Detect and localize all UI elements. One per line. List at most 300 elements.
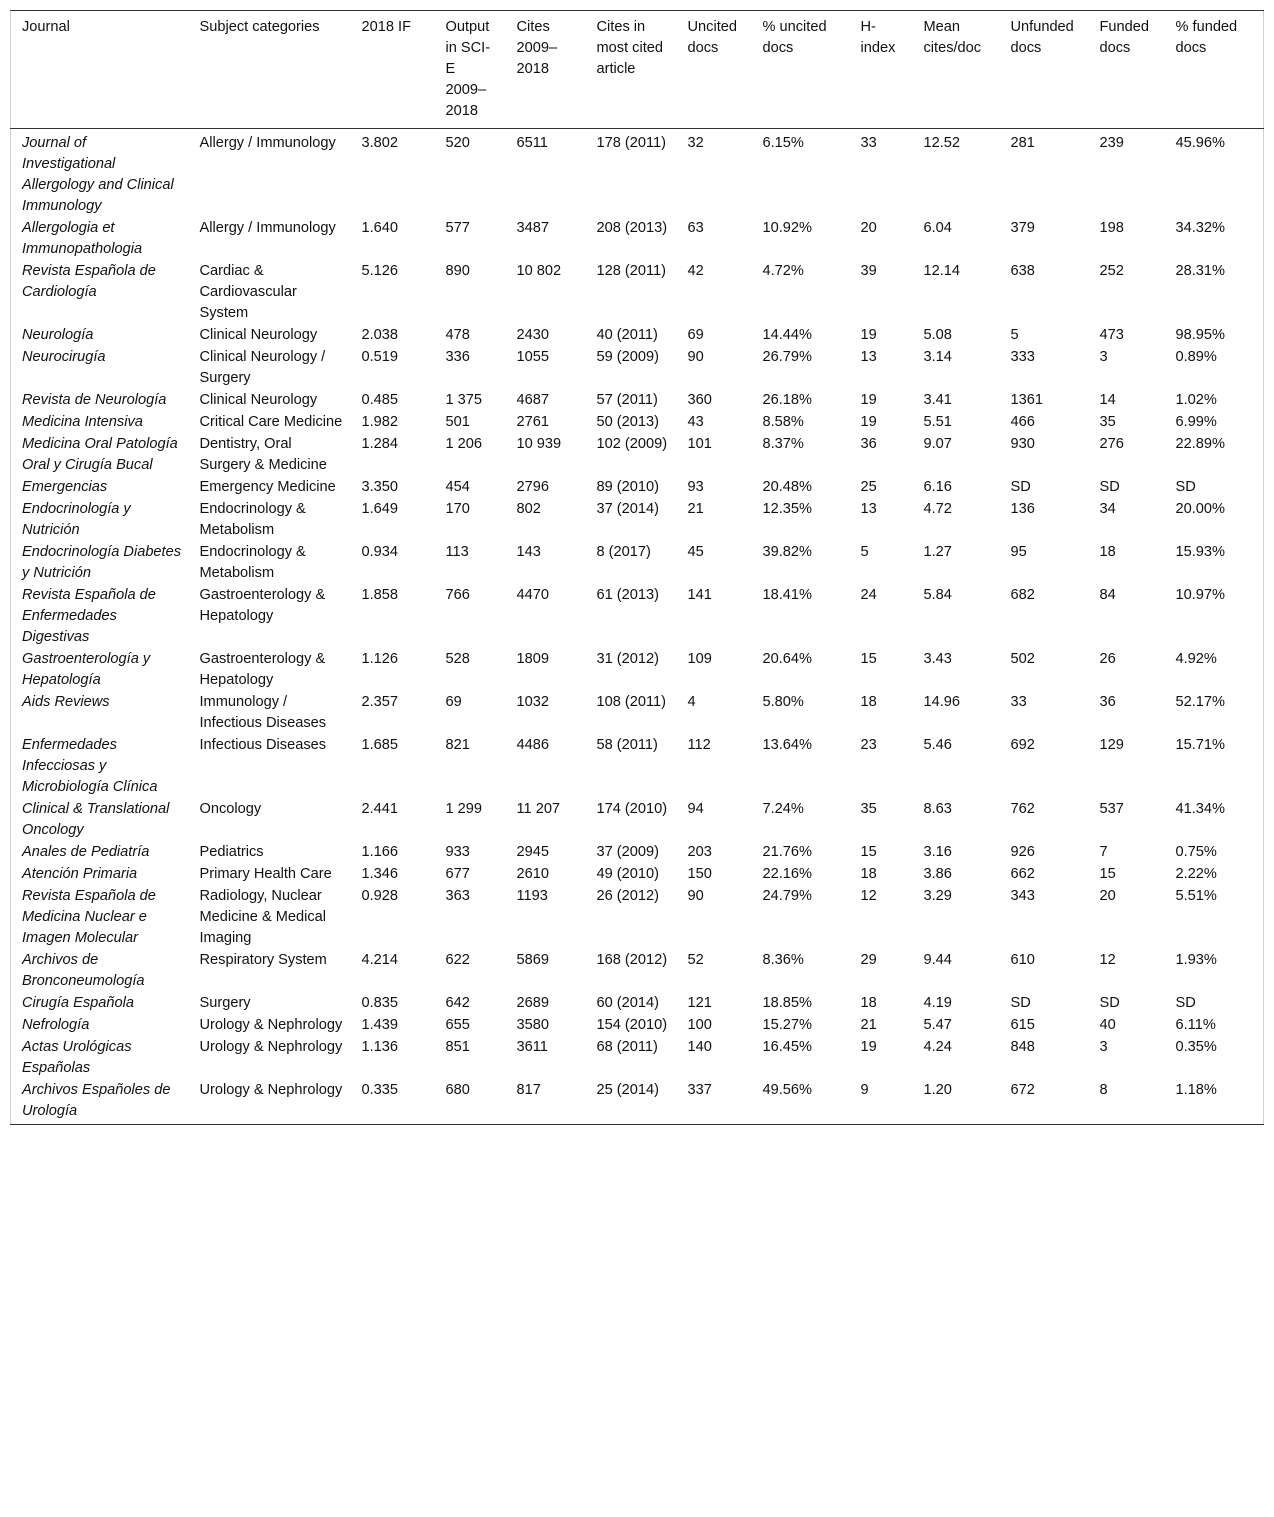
cell-journal: Revista Española de Medicina Nuclear e Imagen Molecular	[22, 888, 156, 946]
cell-pct-uncited: 15.27%	[762, 1017, 812, 1033]
cell-most-cited: 102 (2009)	[596, 436, 668, 452]
cell-uncited-docs: 45	[687, 544, 704, 560]
cell-funded-docs: 252	[1099, 263, 1124, 279]
cell-subject-categories: Pediatrics	[199, 844, 264, 860]
cell-mean-cites: 5.08	[923, 327, 952, 343]
cell-pct-funded: 28.31%	[1175, 263, 1225, 279]
cell-cites: 11 207	[516, 801, 561, 817]
table-row	[11, 389, 1264, 411]
cell-mean-cites: 8.63	[923, 801, 952, 817]
cell-impact-factor: 0.335	[361, 1082, 399, 1098]
cell-subject-categories: Allergy / Immunology	[199, 220, 336, 236]
cell-subject-categories: Primary Health Care	[199, 866, 332, 882]
cell-pct-funded: 2.22%	[1175, 866, 1217, 882]
table-row	[11, 885, 1264, 949]
table-row	[11, 734, 1264, 798]
cell-h-index: 18	[860, 694, 877, 710]
cell-most-cited: 208 (2013)	[596, 220, 668, 236]
cell-unfunded-docs: 926	[1010, 844, 1035, 860]
cell-mean-cites: 4.72	[923, 501, 952, 517]
table-row	[11, 841, 1264, 863]
cell-subject-categories: Cardiac & Cardiovascular System	[199, 263, 297, 321]
cell-uncited-docs: 100	[687, 1017, 712, 1033]
cell-mean-cites: 1.27	[923, 544, 952, 560]
cell-pct-uncited: 49.56%	[762, 1082, 812, 1098]
cell-subject-categories: Allergy / Immunology	[199, 135, 336, 151]
cell-output: 1 375	[445, 392, 483, 408]
cell-cites: 3487	[516, 220, 549, 236]
table-row	[11, 1079, 1264, 1125]
cell-subject-categories: Infectious Diseases	[199, 737, 327, 753]
cell-h-index: 5	[860, 544, 869, 560]
cell-output: 501	[445, 414, 470, 430]
cell-mean-cites: 9.44	[923, 952, 952, 968]
table-header	[11, 11, 1264, 129]
cell-unfunded-docs: 466	[1010, 414, 1035, 430]
table-row	[11, 260, 1264, 324]
column-header-journal: Journal	[22, 19, 70, 35]
cell-unfunded-docs: 1361	[1010, 392, 1043, 408]
cell-most-cited: 25 (2014)	[596, 1082, 659, 1098]
cell-pct-funded: 0.89%	[1175, 349, 1217, 365]
cell-most-cited: 178 (2011)	[596, 135, 667, 151]
cell-output: 890	[445, 263, 470, 279]
cell-h-index: 15	[860, 651, 877, 667]
cell-pct-uncited: 6.15%	[762, 135, 804, 151]
cell-subject-categories: Surgery	[199, 995, 251, 1011]
cell-impact-factor: 1.136	[361, 1039, 399, 1055]
cell-journal: Clinical & Translational Oncology	[22, 801, 170, 838]
cell-subject-categories: Endocrinology & Metabolism	[199, 544, 306, 581]
cell-impact-factor: 1.284	[361, 436, 399, 452]
cell-unfunded-docs: 672	[1010, 1082, 1035, 1098]
cell-impact-factor: 0.835	[361, 995, 399, 1011]
cell-cites: 6511	[516, 135, 548, 151]
cell-pct-uncited: 4.72%	[762, 263, 804, 279]
cell-output: 170	[445, 501, 470, 517]
cell-journal: Revista Española de Enfermedades Digestivas	[22, 587, 156, 645]
cell-mean-cites: 4.24	[923, 1039, 952, 1055]
cell-cites: 4687	[516, 392, 549, 408]
cell-pct-funded: 41.34%	[1175, 801, 1225, 817]
cell-pct-funded: 45.96%	[1175, 135, 1225, 151]
column-header-mean-cites: Mean cites/doc	[923, 19, 982, 56]
cell-pct-funded: 20.00%	[1175, 501, 1225, 517]
cell-mean-cites: 3.29	[923, 888, 952, 904]
cell-h-index: 19	[860, 1039, 877, 1055]
cell-funded-docs: 84	[1099, 587, 1116, 603]
cell-output: 677	[445, 866, 470, 882]
cell-journal: Medicina Intensiva	[22, 414, 143, 430]
cell-pct-funded: 15.93%	[1175, 544, 1225, 560]
header-row	[11, 11, 1264, 129]
cell-pct-funded: 22.89%	[1175, 436, 1225, 452]
cell-funded-docs: SD	[1099, 995, 1120, 1011]
cell-journal: Journal of Investigational Allergology and Clinical Immunology	[22, 135, 174, 214]
cell-h-index: 13	[860, 349, 877, 365]
cell-unfunded-docs: 5	[1010, 327, 1019, 343]
cell-unfunded-docs: 502	[1010, 651, 1035, 667]
cell-impact-factor: 1.649	[361, 501, 399, 517]
cell-h-index: 19	[860, 414, 877, 430]
cell-journal: Cirugía Española	[22, 995, 134, 1011]
cell-uncited-docs: 90	[687, 888, 704, 904]
cell-pct-funded: 1.02%	[1175, 392, 1217, 408]
cell-pct-funded: 0.35%	[1175, 1039, 1217, 1055]
table-row	[11, 346, 1264, 389]
cell-unfunded-docs: 692	[1010, 737, 1035, 753]
cell-subject-categories: Immunology / Infectious Diseases	[199, 694, 327, 731]
cell-mean-cites: 3.86	[923, 866, 952, 882]
cell-journal: Gastroenterología y Hepatología	[22, 651, 151, 688]
cell-journal: Aids Reviews	[22, 694, 110, 710]
cell-unfunded-docs: 615	[1010, 1017, 1035, 1033]
cell-output: 113	[445, 544, 469, 560]
cell-most-cited: 108 (2011)	[596, 694, 667, 710]
cell-output: 1 206	[445, 436, 483, 452]
cell-journal: Emergencias	[22, 479, 108, 495]
cell-journal: Endocrinología y Nutrición	[22, 501, 131, 538]
cell-pct-uncited: 26.79%	[762, 349, 812, 365]
cell-h-index: 33	[860, 135, 877, 151]
cell-subject-categories: Clinical Neurology	[199, 392, 318, 408]
cell-mean-cites: 4.19	[923, 995, 952, 1011]
cell-pct-uncited: 5.80%	[762, 694, 804, 710]
cell-output: 821	[445, 737, 470, 753]
cell-cites: 143	[516, 544, 541, 560]
cell-output: 642	[445, 995, 470, 1011]
cell-output: 766	[445, 587, 470, 603]
table-row	[11, 476, 1264, 498]
cell-uncited-docs: 360	[687, 392, 712, 408]
cell-uncited-docs: 141	[687, 587, 712, 603]
column-header-h-index: H-index	[860, 19, 896, 56]
cell-subject-categories: Emergency Medicine	[199, 479, 336, 495]
cell-subject-categories: Clinical Neurology	[199, 327, 318, 343]
cell-pct-funded: 0.75%	[1175, 844, 1217, 860]
cell-uncited-docs: 52	[687, 952, 704, 968]
cell-unfunded-docs: 638	[1010, 263, 1035, 279]
cell-unfunded-docs: 930	[1010, 436, 1035, 452]
cell-h-index: 20	[860, 220, 877, 236]
cell-most-cited: 128 (2011)	[596, 263, 667, 279]
cell-pct-uncited: 20.64%	[762, 651, 812, 667]
column-header-cites: Cites 2009–2018	[516, 19, 558, 77]
cell-funded-docs: 35	[1099, 414, 1116, 430]
cell-uncited-docs: 109	[687, 651, 712, 667]
cell-uncited-docs: 43	[687, 414, 704, 430]
cell-h-index: 9	[860, 1082, 869, 1098]
cell-cites: 1032	[516, 694, 549, 710]
cell-funded-docs: 473	[1099, 327, 1124, 343]
cell-unfunded-docs: 281	[1010, 135, 1035, 151]
cell-pct-uncited: 13.64%	[762, 737, 812, 753]
cell-h-index: 36	[860, 436, 877, 452]
cell-journal: Allergologia et Immunopathologia	[22, 220, 143, 257]
cell-mean-cites: 5.84	[923, 587, 952, 603]
cell-cites: 3611	[516, 1039, 548, 1055]
cell-output: 69	[445, 694, 462, 710]
cell-funded-docs: 239	[1099, 135, 1124, 151]
cell-mean-cites: 5.51	[923, 414, 952, 430]
cell-pct-uncited: 8.37%	[762, 436, 804, 452]
cell-subject-categories: Urology & Nephrology	[199, 1017, 343, 1033]
cell-output: 528	[445, 651, 470, 667]
cell-most-cited: 31 (2012)	[596, 651, 659, 667]
cell-journal: Enfermedades Infecciosas y Microbiología Clínica	[22, 737, 158, 795]
cell-pct-uncited: 20.48%	[762, 479, 812, 495]
cell-h-index: 15	[860, 844, 877, 860]
cell-pct-uncited: 10.92%	[762, 220, 812, 236]
cell-mean-cites: 3.43	[923, 651, 952, 667]
table-row	[11, 992, 1264, 1014]
column-header-impact-factor: 2018 IF	[361, 19, 411, 35]
cell-output: 478	[445, 327, 470, 343]
cell-most-cited: 60 (2014)	[596, 995, 659, 1011]
cell-subject-categories: Urology & Nephrology	[199, 1039, 343, 1055]
cell-impact-factor: 2.038	[361, 327, 399, 343]
table-row	[11, 217, 1264, 260]
table-row	[11, 1014, 1264, 1036]
column-header-most-cited: Cites in most cited article	[596, 19, 664, 77]
cell-mean-cites: 12.14	[923, 263, 961, 279]
column-header-pct-uncited: % uncited docs	[762, 19, 827, 56]
cell-unfunded-docs: 136	[1010, 501, 1035, 517]
cell-pct-uncited: 8.36%	[762, 952, 804, 968]
cell-mean-cites: 9.07	[923, 436, 952, 452]
cell-cites: 2761	[516, 414, 549, 430]
cell-most-cited: 58 (2011)	[596, 737, 658, 753]
cell-pct-uncited: 21.76%	[762, 844, 812, 860]
cell-pct-funded: 34.32%	[1175, 220, 1225, 236]
cell-pct-uncited: 8.58%	[762, 414, 804, 430]
cell-subject-categories: Gastroenterology & Hepatology	[199, 651, 326, 688]
cell-pct-uncited: 7.24%	[762, 801, 804, 817]
cell-h-index: 23	[860, 737, 877, 753]
cell-pct-uncited: 26.18%	[762, 392, 812, 408]
cell-unfunded-docs: SD	[1010, 995, 1031, 1011]
cell-pct-uncited: 18.41%	[762, 587, 812, 603]
cell-output: 851	[445, 1039, 470, 1055]
cell-funded-docs: 34	[1099, 501, 1116, 517]
cell-unfunded-docs: 610	[1010, 952, 1035, 968]
cell-output: 336	[445, 349, 470, 365]
cell-funded-docs: 40	[1099, 1017, 1116, 1033]
column-header-funded-docs: Funded docs	[1099, 19, 1149, 56]
cell-cites: 4470	[516, 587, 549, 603]
cell-output: 520	[445, 135, 470, 151]
cell-funded-docs: 20	[1099, 888, 1116, 904]
cell-funded-docs: SD	[1099, 479, 1120, 495]
cell-output: 1 299	[445, 801, 483, 817]
cell-unfunded-docs: 379	[1010, 220, 1035, 236]
cell-pct-funded: SD	[1175, 995, 1196, 1011]
cell-impact-factor: 0.928	[361, 888, 399, 904]
cell-impact-factor: 0.934	[361, 544, 399, 560]
cell-cites: 4486	[516, 737, 549, 753]
cell-output: 454	[445, 479, 470, 495]
cell-output: 680	[445, 1082, 470, 1098]
cell-impact-factor: 1.685	[361, 737, 399, 753]
cell-journal: Actas Urológicas Españolas	[22, 1039, 132, 1076]
cell-most-cited: 37 (2009)	[596, 844, 659, 860]
cell-journal: Revista Española de Cardiología	[22, 263, 156, 300]
cell-uncited-docs: 69	[687, 327, 704, 343]
cell-output: 622	[445, 952, 470, 968]
cell-subject-categories: Respiratory System	[199, 952, 327, 968]
cell-uncited-docs: 63	[687, 220, 704, 236]
cell-funded-docs: 129	[1099, 737, 1124, 753]
cell-mean-cites: 3.14	[923, 349, 952, 365]
cell-funded-docs: 18	[1099, 544, 1116, 560]
table-row	[11, 433, 1264, 476]
cell-funded-docs: 3	[1099, 1039, 1108, 1055]
cell-most-cited: 49 (2010)	[596, 866, 659, 882]
cell-h-index: 39	[860, 263, 877, 279]
cell-mean-cites: 6.16	[923, 479, 952, 495]
cell-funded-docs: 8	[1099, 1082, 1108, 1098]
cell-uncited-docs: 94	[687, 801, 704, 817]
cell-journal: Anales de Pediatría	[22, 844, 150, 860]
cell-uncited-docs: 42	[687, 263, 704, 279]
journal-metrics-table	[10, 10, 1264, 1125]
cell-h-index: 24	[860, 587, 877, 603]
cell-funded-docs: 276	[1099, 436, 1124, 452]
cell-pct-funded: SD	[1175, 479, 1196, 495]
cell-impact-factor: 1.858	[361, 587, 399, 603]
cell-unfunded-docs: 343	[1010, 888, 1035, 904]
table-body	[11, 129, 1264, 1125]
cell-impact-factor: 1.982	[361, 414, 399, 430]
cell-pct-funded: 1.18%	[1175, 1082, 1217, 1098]
cell-pct-funded: 6.11%	[1175, 1017, 1216, 1033]
cell-output: 363	[445, 888, 470, 904]
cell-funded-docs: 36	[1099, 694, 1116, 710]
cell-uncited-docs: 140	[687, 1039, 712, 1055]
cell-h-index: 35	[860, 801, 877, 817]
cell-subject-categories: Radiology, Nuclear Medicine & Medical Imaging	[199, 888, 327, 946]
cell-unfunded-docs: 333	[1010, 349, 1035, 365]
table-row	[11, 584, 1264, 648]
table-row	[11, 648, 1264, 691]
cell-cites: 10 939	[516, 436, 562, 452]
table-row	[11, 863, 1264, 885]
cell-cites: 2796	[516, 479, 549, 495]
cell-most-cited: 168 (2012)	[596, 952, 668, 968]
table-row	[11, 129, 1264, 218]
cell-most-cited: 37 (2014)	[596, 501, 659, 517]
cell-h-index: 18	[860, 866, 877, 882]
cell-subject-categories: Clinical Neurology / Surgery	[199, 349, 326, 386]
cell-impact-factor: 0.519	[361, 349, 399, 365]
cell-h-index: 19	[860, 327, 877, 343]
cell-output: 577	[445, 220, 470, 236]
cell-pct-funded: 1.93%	[1175, 952, 1217, 968]
cell-uncited-docs: 93	[687, 479, 704, 495]
cell-pct-uncited: 18.85%	[762, 995, 812, 1011]
cell-subject-categories: Oncology	[199, 801, 262, 817]
cell-funded-docs: 537	[1099, 801, 1124, 817]
table-row	[11, 324, 1264, 346]
table-row	[11, 411, 1264, 433]
table-row	[11, 498, 1264, 541]
cell-cites: 2610	[516, 866, 549, 882]
cell-mean-cites: 6.04	[923, 220, 952, 236]
cell-most-cited: 89 (2010)	[596, 479, 659, 495]
cell-uncited-docs: 90	[687, 349, 704, 365]
cell-cites: 3580	[516, 1017, 549, 1033]
column-header-subject-categories: Subject categories	[199, 19, 320, 35]
cell-pct-uncited: 14.44%	[762, 327, 812, 343]
cell-journal: Medicina Oral Patología Oral y Cirugía Bucal	[22, 436, 178, 473]
cell-pct-funded: 98.95%	[1175, 327, 1225, 343]
cell-unfunded-docs: 662	[1010, 866, 1035, 882]
cell-uncited-docs: 32	[687, 135, 704, 151]
cell-uncited-docs: 101	[687, 436, 712, 452]
cell-impact-factor: 5.126	[361, 263, 399, 279]
table-row	[11, 691, 1264, 734]
cell-impact-factor: 3.802	[361, 135, 399, 151]
cell-pct-funded: 15.71%	[1175, 737, 1225, 753]
cell-most-cited: 61 (2013)	[596, 587, 659, 603]
table-row	[11, 798, 1264, 841]
table-row	[11, 541, 1264, 584]
cell-impact-factor: 1.126	[361, 651, 399, 667]
cell-cites: 1809	[516, 651, 549, 667]
cell-funded-docs: 15	[1099, 866, 1116, 882]
column-header-pct-funded: % funded docs	[1175, 19, 1238, 56]
cell-journal: Atención Primaria	[22, 866, 138, 882]
cell-most-cited: 154 (2010)	[596, 1017, 668, 1033]
cell-subject-categories: Dentistry, Oral Surgery & Medicine	[199, 436, 327, 473]
cell-unfunded-docs: 682	[1010, 587, 1035, 603]
cell-uncited-docs: 112	[687, 737, 711, 753]
cell-output: 933	[445, 844, 470, 860]
cell-journal: Archivos de Bronconeumología	[22, 952, 145, 989]
cell-funded-docs: 12	[1099, 952, 1116, 968]
cell-mean-cites: 12.52	[923, 135, 961, 151]
cell-uncited-docs: 337	[687, 1082, 712, 1098]
cell-pct-funded: 4.92%	[1175, 651, 1217, 667]
journal-table-container	[10, 10, 1263, 1125]
cell-cites: 2689	[516, 995, 549, 1011]
cell-cites: 1193	[516, 888, 548, 904]
cell-cites: 5869	[516, 952, 549, 968]
cell-subject-categories: Critical Care Medicine	[199, 414, 343, 430]
cell-impact-factor: 2.357	[361, 694, 399, 710]
cell-journal: Archivos Españoles de Urología	[22, 1082, 171, 1119]
cell-pct-uncited: 12.35%	[762, 501, 812, 517]
cell-mean-cites: 5.46	[923, 737, 952, 753]
cell-h-index: 19	[860, 392, 877, 408]
cell-h-index: 12	[860, 888, 877, 904]
cell-most-cited: 57 (2011)	[596, 392, 658, 408]
cell-unfunded-docs: SD	[1010, 479, 1031, 495]
cell-impact-factor: 1.439	[361, 1017, 399, 1033]
cell-impact-factor: 1.640	[361, 220, 399, 236]
cell-pct-uncited: 39.82%	[762, 544, 812, 560]
column-header-output: Output in SCI-E 2009–2018	[445, 19, 491, 119]
cell-impact-factor: 3.350	[361, 479, 399, 495]
cell-h-index: 18	[860, 995, 877, 1011]
cell-unfunded-docs: 848	[1010, 1039, 1035, 1055]
column-header-uncited-docs: Uncited docs	[687, 19, 737, 56]
cell-most-cited: 26 (2012)	[596, 888, 659, 904]
cell-cites: 10 802	[516, 263, 562, 279]
cell-mean-cites: 5.47	[923, 1017, 952, 1033]
cell-impact-factor: 0.485	[361, 392, 399, 408]
cell-funded-docs: 7	[1099, 844, 1108, 860]
